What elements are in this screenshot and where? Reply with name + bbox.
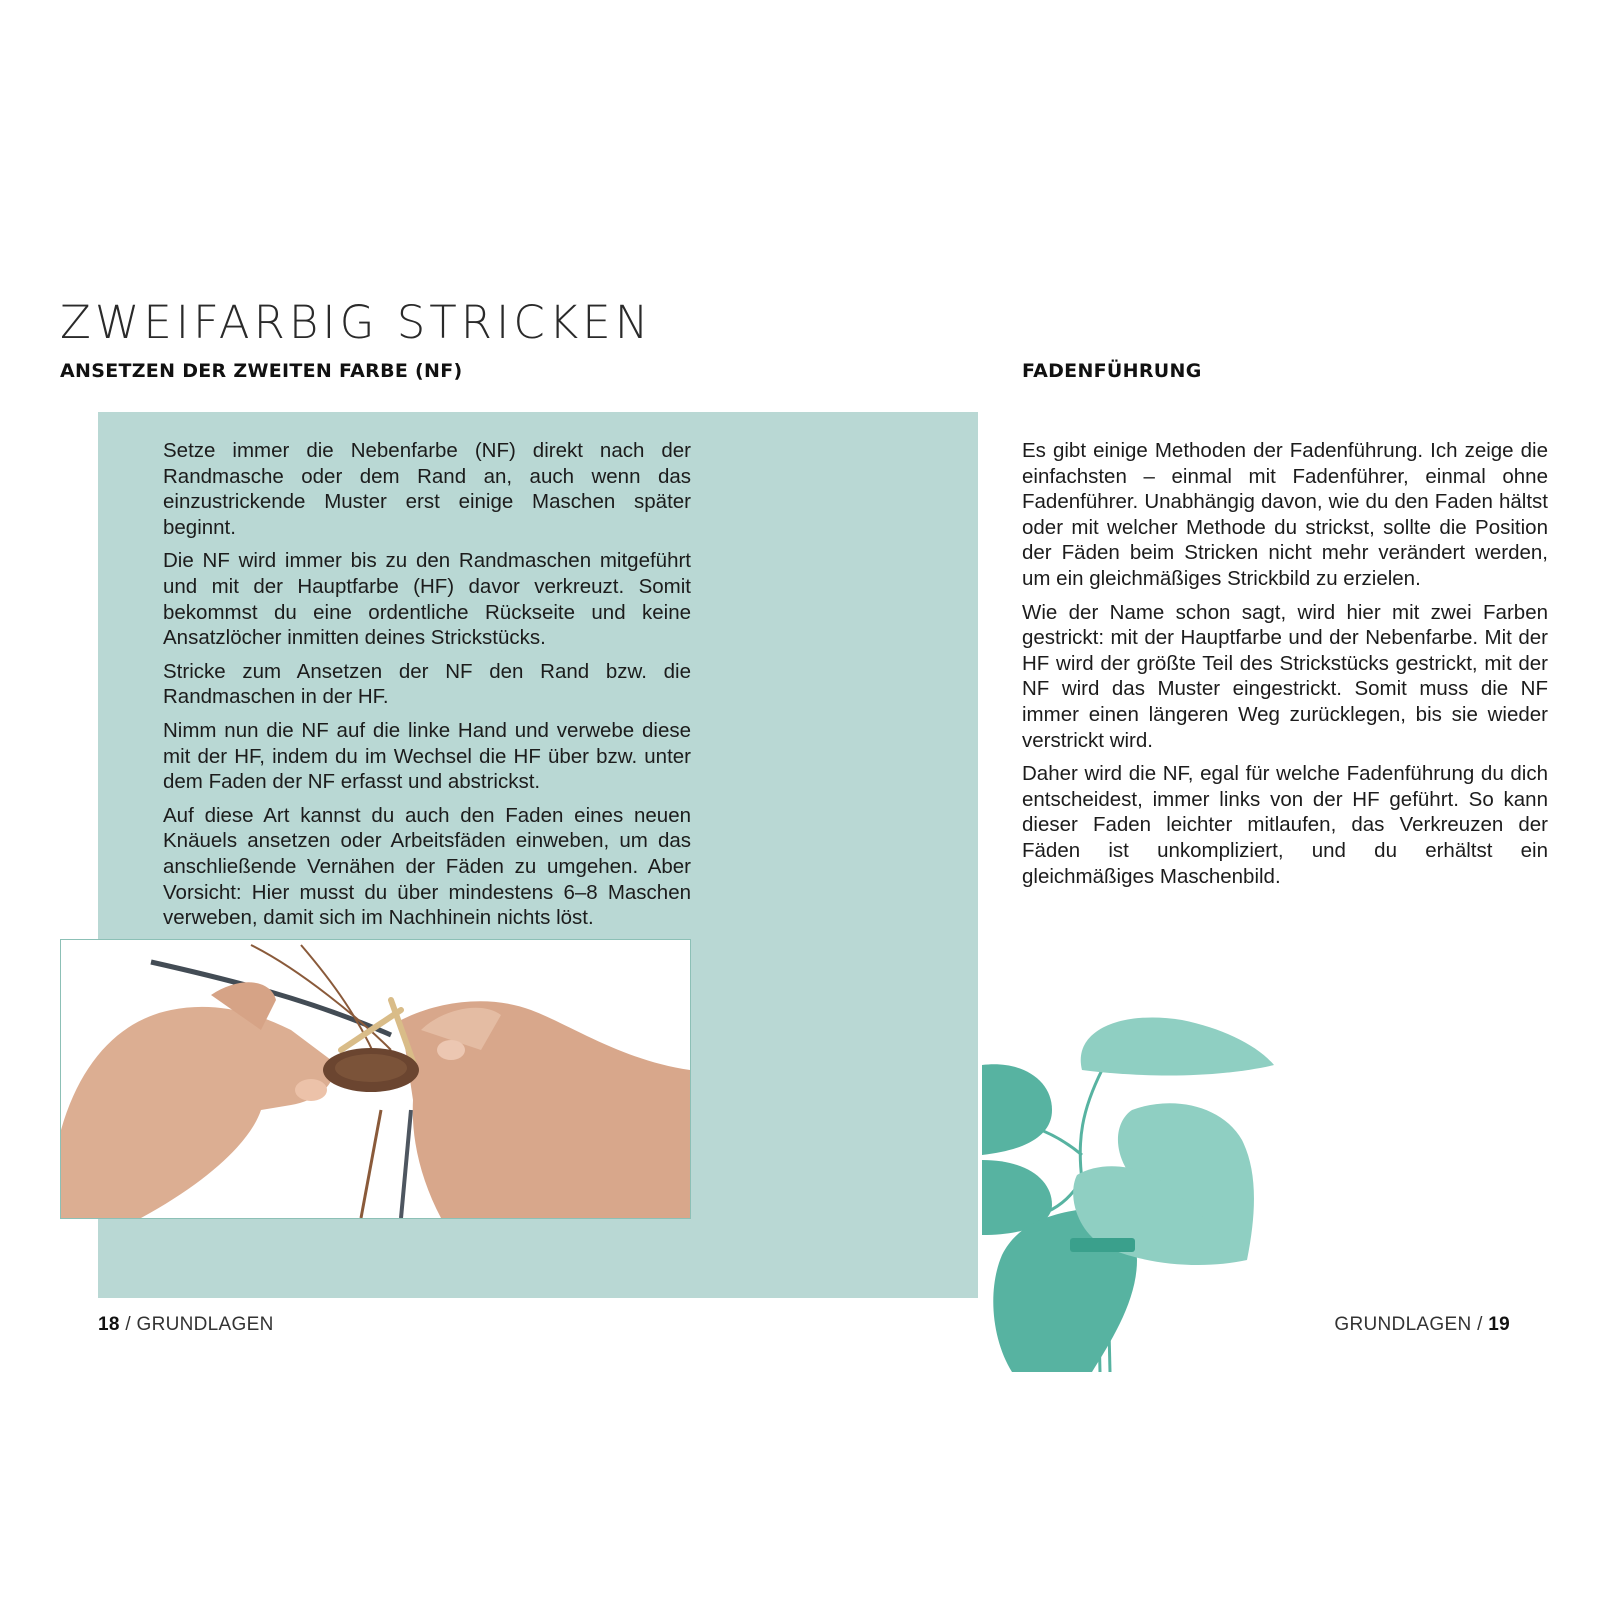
page-title: ZWEIFARBIG STRICKEN [60,296,653,349]
page-number: 18 [98,1314,120,1335]
left-section-heading: ANSETZEN DER ZWEITEN FARBE (NF) [60,360,463,382]
knitting-illustration [61,940,690,1218]
knitting-hands-photo [60,939,691,1219]
paragraph: Stricke zum Ansetzen der NF den Rand bzw. die Randmaschen in der HF. [163,659,691,709]
left-body-text [163,438,691,939]
folio-separator: / [1477,1314,1483,1335]
paragraph: Auf diese Art kannst du auch den Faden eines neuen Knäuels ansetzen oder Arbeitsfäden einweben, um das anschließende Vernähen der Fäden zu umgehen. Aber Vorsicht: Hier musst du über mindestens 6–8 Maschen verweben, damit sich im Nachhinein nichts löst. [163,803,691,930]
right-body-text [1022,438,1548,897]
right-section-heading: FADENFÜHRUNG [1022,360,1202,382]
paragraph: Nimm nun die NF auf die linke Hand und verwebe diese mit der HF, indem du im Wechsel die HF über bzw. unter dem Faden der NF erfasst und abstrickst. [163,718,691,794]
paragraph: Daher wird die NF, egal für welche Fadenführung du dich entscheidest, immer links von der HF geführt. So kann dieser Faden leichter mitlaufen, das Verkreuzen der Fäden ist unkompliziert, und du erhältst ein gleichmäßiges Maschenbild. [1022,762,1548,888]
folio-section: GRUNDLAGEN [136,1314,274,1335]
plant-illustration [982,1010,1302,1372]
left-folio [98,1314,274,1336]
folio-section: GRUNDLAGEN [1334,1314,1472,1335]
plant-pot-band [1070,1238,1135,1252]
paragraph: Die NF wird immer bis zu den Randmaschen mitgeführt und mit der Hauptfarbe (HF) davor verkreuzt. Somit bekommst du eine ordentliche Rückseite und keine Ansatzlöcher inmitten deines Strickstücks. [163,549,691,650]
leaf [982,1064,1052,1155]
page-number: 19 [1488,1314,1510,1335]
paragraph: Wie der Name schon sagt, wird hier mit zwei Farben gestrickt: mit der Hauptfarbe und der Nebenfarbe. Mit der HF wird der größte Teil des Strickstücks gestrickt, mit der NF wird das Muster eingestrickt. Somit muss die NF immer einen längeren Weg zurücklegen, bis sie wieder verstrickt wird. [1022,600,1548,752]
right-folio [1334,1314,1510,1336]
leaf [1081,1017,1274,1075]
paragraph: Setze immer die Nebenfarbe (NF) direkt nach der Randmasche oder dem Rand an, auch wenn das einzustrickende Muster erst einige Maschen später beginnt. [163,439,691,539]
paragraph: Es gibt einige Methoden der Fadenführung. Ich zeige die einfachsten – einmal mit Fadenführer, einmal ohne Fadenführer. Unabhängig davon, wie du den Faden hältst oder mit welcher Methode du strickst, sollte die Position der Fäden beim Stricken nicht mehr verändert werden, um ein gleichmäßiges Strickbild zu erzielen. [1022,439,1548,590]
folio-separator: / [125,1314,131,1335]
